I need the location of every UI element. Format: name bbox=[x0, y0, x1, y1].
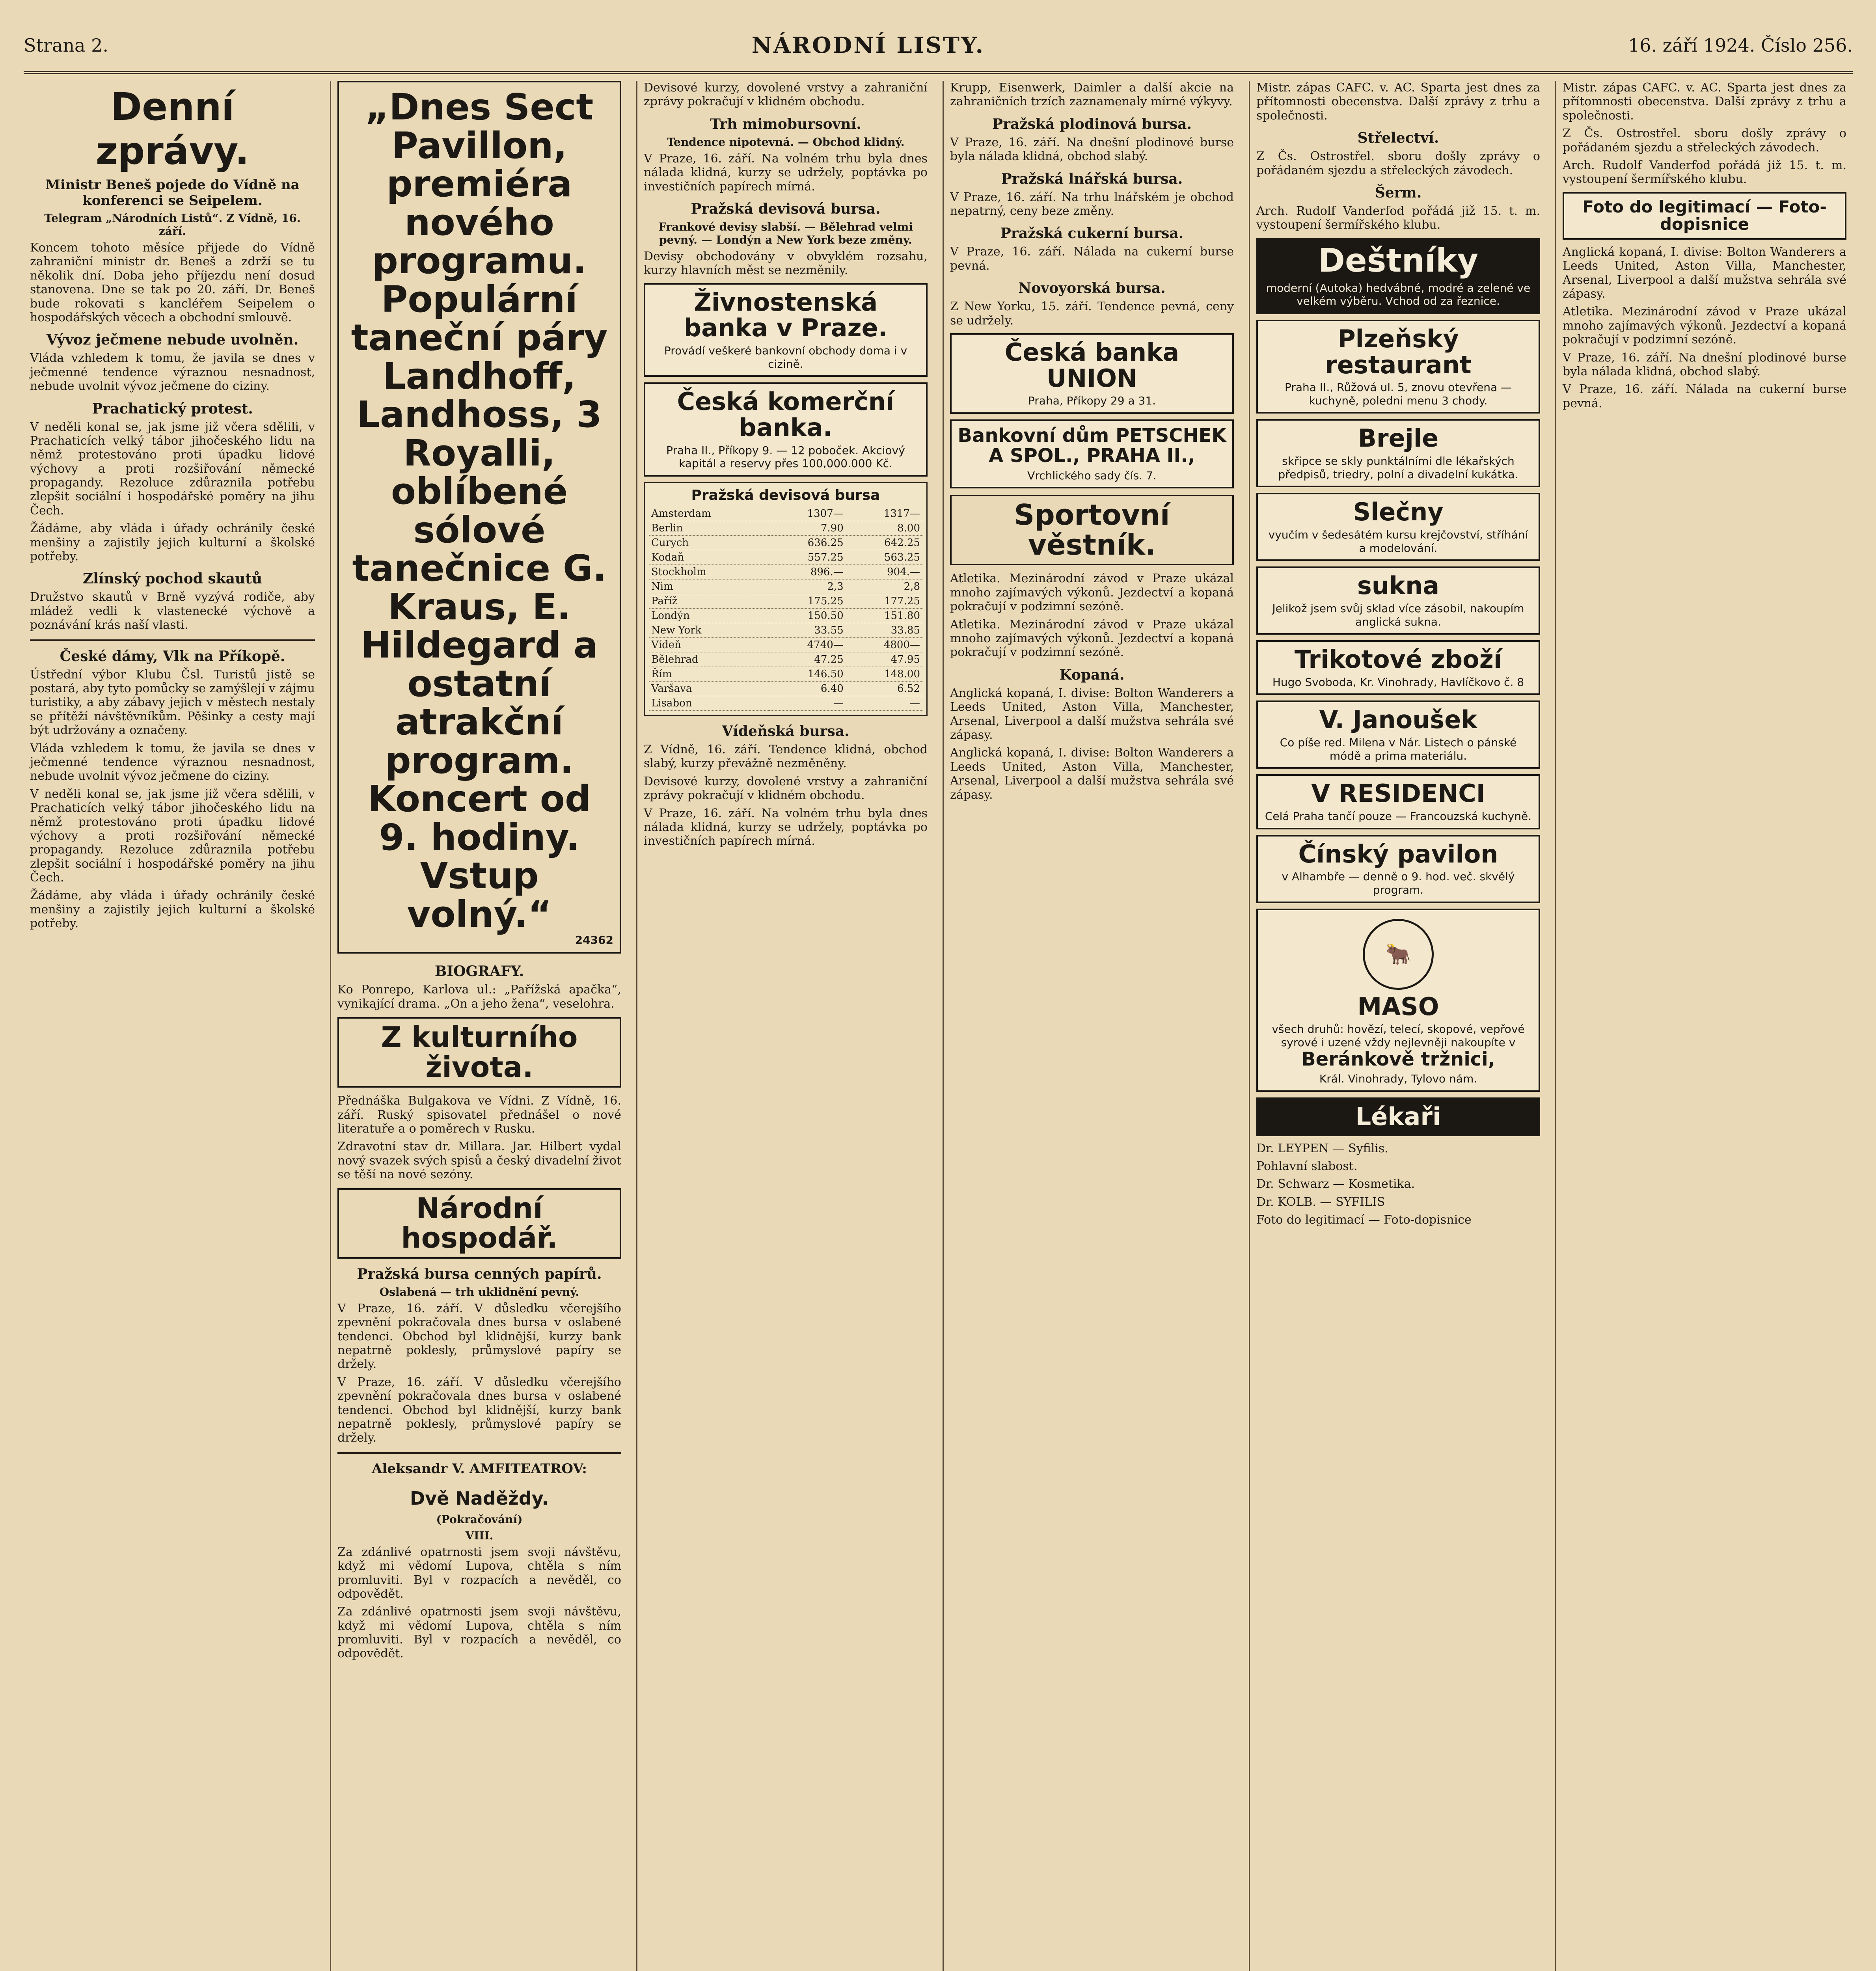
paragraph: Z Čs. Ostrostřel. sboru došly zprávy o pořádaném sjezdu a střeleckých závodech. bbox=[1563, 127, 1846, 155]
paragraph: Vláda vzhledem k tomu, že javila se dnes v ječmenné tendence výraznou nesnadnost, nebude uvolnit vývoz ječmene do ciziny. bbox=[30, 351, 315, 393]
column-6 bbox=[1555, 81, 1853, 1971]
paragraph: Zdravotní stav dr. Millara. Jar. Hilbert vydal nový svazek svých spisů a český divadelní život se těší na nové sezóny. bbox=[337, 1140, 621, 1182]
paragraph: Družstvo skautů v Brně vyzývá rodiče, aby mládež vedli k vlastenecké výchově a poznávání krás naší vlasti. bbox=[30, 590, 315, 632]
column-5 bbox=[1249, 81, 1546, 1971]
table-title: Pražská devisová bursa bbox=[691, 487, 880, 503]
ad-title: Foto do legitimací — Foto-dopisnice bbox=[1582, 197, 1827, 234]
ad-text: skřipce se skly punktálními dle lékařských předpisů, triedry, polní a divadelní kukátka. bbox=[1278, 455, 1518, 481]
paragraph: Anglická kopaná, I. divise: Bolton Wanderers a Leeds United, Aston Villa, Manchester, Arsenal, Liverpool a další mužstva sehrála své zápasy. bbox=[1563, 245, 1846, 301]
promo-text: „Dnes Sect Pavillon, premiéra nového programu. Populární taneční páry Landhoff, Landhoss, 3 Royalli, oblíbené sólové tanečnice G. Kraus, E. Hildegard a ostatní atrakční program. Koncert od 9. hodiny. Vstup volný.“ bbox=[351, 86, 608, 935]
subheading: Pražská devisová bursa. bbox=[691, 200, 881, 217]
ad-title: Živnostenská banka v Praze. bbox=[684, 287, 888, 343]
promo-code: 24362 bbox=[575, 933, 613, 947]
subheading: Pražská cukerní bursa. bbox=[1000, 225, 1184, 242]
ad-zivnostenska-banka bbox=[644, 283, 928, 377]
subheading: České dámy, Vlk na Příkopě. bbox=[60, 648, 285, 665]
table-row: Londýn 150.50 151.80 bbox=[649, 608, 922, 623]
subheading: Oslabená — trh uklidnění pevný. bbox=[379, 1285, 579, 1298]
ad-ceska-banka-union bbox=[950, 333, 1234, 414]
subheading: Vývoz ječmene nebude uvolněn. bbox=[46, 332, 299, 348]
ad-title: Česká komerční banka. bbox=[677, 387, 894, 442]
paragraph: Arch. Rudolf Vanderfod pořádá již 15. t. m. vystoupení šermířského klubu. bbox=[1563, 158, 1846, 186]
rates-table bbox=[649, 507, 922, 711]
biografy-heading: BIOGRAFY. bbox=[434, 963, 524, 980]
ad-text: Celá Praha tančí pouze — Francouzská kuchyně. bbox=[1265, 810, 1532, 823]
table-row: Lisabon — — bbox=[649, 696, 922, 710]
table-row: Vídeň 4740— 4800— bbox=[649, 637, 922, 652]
column-1 bbox=[24, 81, 321, 1971]
ad-title: sukna bbox=[1357, 571, 1440, 600]
paragraph: V neděli konal se, jak jsme již včera sdělili, v Prachaticích velký tábor jihočeského lidu na němž protestováno proti úpadku lidové výchovy a proti rozšiřování německé propagandy. Rezoluce zdůraznila potřebu zlepšit sociální i hospodářské poměry na jihu Čech. bbox=[30, 787, 315, 885]
ad-title: Slečny bbox=[1353, 497, 1444, 527]
paragraph: Koncem tohoto měsíce přijede do Vídně zahraniční ministr dr. Beneš a zdrží se tu několik dní. Doba jeho příjezdu není dosud stanovena. Dne se tak po 20. září. Dr. Beneš bude rokovati s kancléřem Seipelem o hospodářských věcech a obchodní smlouvě. bbox=[30, 241, 315, 324]
table-row: Řím 146.50 148.00 bbox=[649, 667, 922, 681]
section-title: Z kulturního života. bbox=[381, 1021, 578, 1084]
ad-trikotove-zbozi bbox=[1256, 640, 1540, 695]
paragraph: V Praze, 16. září. Na volném trhu byla dnes nálada klidná, kurzy se udržely, poptávka po investičních papírech mírná. bbox=[644, 151, 928, 194]
paragraph: Za zdánlivé opatrnosti jsem svoji návštěvu, když mi vědomí Lupova, chtěla s ním promluviti. Byl v rozpacích a nevěděl, co odpovědět. bbox=[337, 1605, 621, 1661]
ad-text: vyučím v šedesátém kursu krejčovství, stříhání a modelování. bbox=[1268, 528, 1528, 555]
paragraph: Přednáška Bulgakova ve Vídni. Z Vídně, 16. září. Ruský spisovatel přednášel o nové literatuře a o poměrech v Rusku. bbox=[337, 1094, 621, 1136]
divider bbox=[337, 1452, 621, 1454]
ad-petschek bbox=[950, 419, 1234, 488]
paragraph: V Praze, 16. září. Nálada na cukerní burse pevná. bbox=[1563, 382, 1846, 410]
ad-brejle bbox=[1256, 419, 1540, 487]
subheading: Pražská bursa cenných papírů. bbox=[357, 1265, 602, 1282]
masthead bbox=[24, 20, 1853, 74]
subheading: Pražská lnářská bursa. bbox=[1001, 170, 1183, 187]
paragraph: Atletika. Mezinárodní závod v Praze ukázal mnoho zajímavých výkonů. Jezdectví a kopaná pokračují v podzimní sezóně. bbox=[1563, 305, 1846, 347]
section-kulturni-zivot bbox=[337, 1017, 621, 1088]
paragraph: V Praze, 16. září. Na volném trhu byla dnes nálada klidná, kurzy se udržely, poptávka po investičních papírech mírná. bbox=[644, 806, 928, 848]
issue-date: 16. září 1924. Číslo 256. bbox=[1628, 35, 1853, 56]
column-4 bbox=[943, 81, 1240, 1971]
ad-sukna bbox=[1256, 566, 1540, 635]
table-row: Nim 2,3 2,8 bbox=[649, 579, 922, 594]
subheading: Pražská plodinová bursa. bbox=[992, 116, 1192, 132]
subheading: Vídeňská bursa. bbox=[722, 723, 850, 740]
table-row: Paříž 175.25 177.25 bbox=[649, 594, 922, 608]
ad-title: Trikotové zboží bbox=[1294, 645, 1502, 674]
ad-text: Co píše red. Milena v Nár. Listech o pánské módě a prima materiálu. bbox=[1280, 736, 1517, 762]
paragraph: V Praze, 16. září. Na dnešní plodinové burse byla nálada klidná, obchod slabý. bbox=[1563, 350, 1846, 378]
ad-slecny bbox=[1256, 493, 1540, 561]
section-title: Národní hospodář. bbox=[401, 1191, 558, 1255]
ad-title: MASO bbox=[1357, 992, 1439, 1021]
paragraph: V Praze, 16. září. V důsledku včerejšího zpevnění pokračovala dnes bursa v oslabené tendenci. Obchod byl klidnější, kurzy bank nepatrně poklesly, průmyslové papíry se držely. bbox=[337, 1301, 621, 1371]
paragraph: Žádáme, aby vláda i úřady ochránily české menšiny a zajistily jejich kulturní a školské potřeby. bbox=[30, 889, 315, 931]
subheading: Prachatický protest. bbox=[92, 400, 253, 417]
ad-text: všech druhů: hovězí, telecí, skopové, vepřové syrové i uzené vždy nejlevněji nakoupíte v bbox=[1272, 1023, 1525, 1049]
paragraph: Anglická kopaná, I. divise: Bolton Wanderers a Leeds United, Aston Villa, Manchester, Arsenal, Liverpool a další mužstva sehrála své zápasy. bbox=[950, 746, 1234, 802]
subheading: Frankové devisy slabší. — Bělehrad velmi pevný. — Londýn a New York beze změny. bbox=[658, 220, 913, 246]
bull-icon: 🐂 bbox=[1363, 919, 1434, 990]
ad-destniky bbox=[1256, 238, 1540, 314]
table-row: Curych 636.25 642.25 bbox=[649, 535, 922, 550]
ad-text: Vrchlického sady čís. 7. bbox=[1027, 469, 1157, 482]
ad-text: Hugo Svoboda, Kr. Vinohrady, Havlíčkovo č. 8 bbox=[1272, 675, 1524, 689]
table-row: Amsterdam 1307— 1317— bbox=[649, 507, 922, 521]
ad-text: Praha II., Růžová ul. 5, znovu otevřena — kuchyně, poledni menu 3 chody. bbox=[1284, 381, 1512, 407]
lead-title: Ministr Beneš pojede do Vídně na konferenci se Seipelem. bbox=[45, 177, 300, 209]
ad-title: Lékaři bbox=[1355, 1102, 1441, 1131]
paragraph: Arch. Rudolf Vanderfod pořádá již 15. t. m. vystoupení šermířského klubu. bbox=[1256, 204, 1540, 232]
novel-title: Dvě Naděždy. bbox=[410, 1487, 549, 1509]
paragraph: V Praze, 16. září. Nálada na cukerní burse pevná. bbox=[950, 245, 1234, 273]
ad-text: Praha, Příkopy 29 a 31. bbox=[1028, 394, 1156, 408]
novel-chapter: VIII. bbox=[465, 1529, 494, 1542]
ad-janousek bbox=[1256, 700, 1540, 769]
subheading: Trh mimobursovní. bbox=[710, 116, 861, 132]
paragraph: V neděli konal se, jak jsme již včera sdělili, v Prachaticích velký tábor jihočeského lidu na němž protestováno proti úpadku lidové výchovy a proti rozšiřování německé propagandy. Rezoluce zdůraznila potřebu zlepšit sociální i hospodářské poměry na jihu Čech. bbox=[30, 420, 315, 518]
ad-lekari bbox=[1256, 1097, 1540, 1136]
paragraph: Foto do legitimací — Foto-dopisnice bbox=[1256, 1213, 1472, 1227]
table-row: New York 33.55 33.85 bbox=[649, 623, 922, 637]
paragraph: Atletika. Mezinárodní závod v Praze ukázal mnoho zajímavých výkonů. Jezdectví a kopaná pokračují v podzimní sezóně. bbox=[950, 572, 1234, 614]
paragraph: V Praze, 16. září. Na dnešní plodinové burse byla nálada klidná, obchod slabý. bbox=[950, 135, 1234, 164]
paragraph: Pohlavní slabost. bbox=[1256, 1159, 1358, 1174]
paragraph: Z Čs. Ostrostřel. sboru došly zprávy o pořádaném sjezdu a střeleckých závodech. bbox=[1256, 149, 1540, 177]
table-row: Stockholm 896.— 904.— bbox=[649, 564, 922, 579]
column-3 bbox=[636, 81, 934, 1971]
ad-title: Plzeňský restaurant bbox=[1325, 324, 1472, 379]
paragraph: Žádáme, aby vláda i úřady ochránily české menšiny a zajistily jejich kulturní a školské potřeby. bbox=[30, 522, 315, 564]
paragraph: Dr. LEYPEN — Syfilis. bbox=[1256, 1141, 1388, 1155]
paragraph: Vláda vzhledem k tomu, že javila se dnes v ječmenné tendence výraznou nesnadnost, nebude uvolnit vývoz ječmene do ciziny. bbox=[30, 741, 315, 783]
paragraph: Dr. Schwarz — Kosmetika. bbox=[1256, 1177, 1415, 1191]
subheading: Střelectví. bbox=[1357, 130, 1439, 147]
paragraph: V Praze, 16. září. Na trhu lnářském je obchod nepatrný, ceny beze změny. bbox=[950, 190, 1234, 218]
paragraph: Devisové kurzy, dovolené vrstvy a zahraniční zprávy pokračují v klidném obchodu. bbox=[644, 81, 928, 109]
section-narodni-hospodar bbox=[337, 1188, 621, 1259]
paragraph: Mistr. zápas CAFC. v. AC. Sparta jest dnes za přítomnosti obecenstva. Další zprávy z trhu a společnosti. bbox=[1563, 81, 1846, 123]
ad-maso bbox=[1256, 909, 1540, 1092]
column-2 bbox=[330, 81, 628, 1971]
ad-plzensky-restaurant bbox=[1256, 320, 1540, 414]
newspaper-title: NÁRODNÍ LISTY. bbox=[751, 32, 985, 58]
ad-title: Česká banka UNION bbox=[1004, 337, 1179, 393]
ad-text: v Alhambře — denně o 9. hod. več. skvělý program. bbox=[1282, 870, 1515, 897]
subheading: Novoyorská bursa. bbox=[1018, 280, 1166, 297]
subheading: Kopaná. bbox=[1059, 666, 1125, 683]
ad-residence bbox=[1256, 774, 1540, 829]
ad-title: Deštníky bbox=[1318, 242, 1479, 279]
table-row: Bělehrad 47.25 47.95 bbox=[649, 652, 922, 667]
divider bbox=[30, 639, 315, 641]
ad-title: Bankovní dům PETSCHEK A SPOL., PRAHA II., bbox=[958, 424, 1226, 467]
page-number: Strana 2. bbox=[24, 35, 108, 56]
subheading: Zlínský pochod skautů bbox=[83, 570, 262, 587]
section-sportovni-vestnik bbox=[950, 495, 1234, 565]
table-row: Kodaň 557.25 563.25 bbox=[649, 550, 922, 564]
subheading: Šerm. bbox=[1375, 184, 1422, 201]
lead-meta: Telegram „Národních Listů“. Z Vídně, 16. září. bbox=[44, 212, 301, 238]
novel-subtitle: (Pokračování) bbox=[436, 1513, 523, 1526]
paragraph: Z Vídně, 16. září. Tendence klidná, obchod slabý, kurzy převážně nezměněny. bbox=[644, 742, 928, 771]
ad-text: Král. Vinohrady, Tylovo nám. bbox=[1319, 1072, 1477, 1086]
paragraph: Dr. KOLB. — SYFILIS bbox=[1256, 1195, 1385, 1209]
paragraph: Anglická kopaná, I. divise: Bolton Wanderers a Leeds United, Aston Villa, Manchester, Arsenal, Liverpool a další mužstva sehrála své zápasy. bbox=[950, 686, 1234, 742]
paragraph: Krupp, Eisenwerk, Daimler a další akcie na zahraničních trzích zaznamenaly mírné výkyvy. bbox=[950, 81, 1234, 109]
section-title-denni-zpravy: Denní zprávy. bbox=[95, 85, 250, 173]
novel-author: Aleksandr V. AMFITEATROV: bbox=[372, 1461, 587, 1477]
paragraph: Ústřední výbor Klubu Čsl. Turistů jistě se postará, aby tyto pomůcky se zamýšlejí v zájmu turistiky, a aby zábavy jejich v městech nestaly se přítěží návštěvníkům. Pěšinky a cesty mají být udržovány a označeny. bbox=[30, 667, 315, 738]
ad-text: Praha II., Příkopy 9. — 12 poboček. Akciový kapitál a reservy přes 100,000.000 Kč. bbox=[666, 443, 905, 470]
paragraph: Ko Ponrepo, Karlova ul.: „Pařížská apačka“, vynikající drama. „On a jeho žena“, veselohra. bbox=[337, 983, 621, 1011]
rates-table-box bbox=[644, 482, 928, 716]
ad-title: Brejle bbox=[1358, 424, 1439, 453]
ad-text: Jelikož jsem svůj sklad více zásobil, nakoupím anglická sukna. bbox=[1272, 602, 1524, 628]
section-title: Sportovní věstník. bbox=[1014, 498, 1170, 561]
table-row: Berlin 7.90 8.00 bbox=[649, 521, 922, 535]
ad-cinsky-pavilon bbox=[1256, 835, 1540, 903]
ad-photo bbox=[1563, 192, 1846, 240]
ad-ceska-komercni-banka bbox=[644, 382, 928, 477]
columns bbox=[24, 81, 1853, 1971]
ad-title: V RESIDENCI bbox=[1311, 779, 1485, 808]
ad-text: moderní (Autoka) hedvábné, modré a zelené ve velkém výběru. Vchod od za řeznice. bbox=[1266, 281, 1531, 308]
ad-title: Čínský pavilon bbox=[1298, 839, 1498, 868]
ad-title: V. Janoušek bbox=[1319, 705, 1477, 734]
subheading: Tendence nipotevná. — Obchod klidný. bbox=[667, 135, 905, 149]
paragraph: V Praze, 16. září. V důsledku včerejšího zpevnění pokračovala dnes bursa v oslabené tendenci. Obchod byl klidnější, kurzy bank nepatrně poklesly, průmyslové papíry se držely. bbox=[337, 1375, 621, 1445]
ad-title: Beránkově tržnici, bbox=[1301, 1048, 1495, 1070]
paragraph: Mistr. zápas CAFC. v. AC. Sparta jest dnes za přítomnosti obecenstva. Další zprávy z trhu a společnosti. bbox=[1256, 81, 1540, 123]
table-row: Varšava 6.40 6.52 bbox=[649, 681, 922, 696]
paragraph: Atletika. Mezinárodní závod v Praze ukázal mnoho zajímavých výkonů. Jezdectví a kopaná pokračují v podzimní sezóně. bbox=[950, 617, 1234, 659]
promo-sect-pavillon bbox=[337, 81, 621, 954]
ad-text: Provádí veškeré bankovní obchody doma i v cizině. bbox=[664, 344, 907, 371]
paragraph: Devisové kurzy, dovolené vrstvy a zahraniční zprávy pokračují v klidném obchodu. bbox=[644, 774, 928, 803]
paragraph: Z New Yorku, 15. září. Tendence pevná, ceny se udržely. bbox=[950, 300, 1234, 328]
paragraph: Za zdánlivé opatrnosti jsem svoji návštěvu, když mi vědomí Lupova, chtěla s ním promluviti. Byl v rozpacích a nevěděl, co odpovědět. bbox=[337, 1545, 621, 1601]
paragraph: Devisy obchodovány v obvyklém rozsahu, kurzy hlavních měst se nezměnily. bbox=[644, 249, 928, 278]
